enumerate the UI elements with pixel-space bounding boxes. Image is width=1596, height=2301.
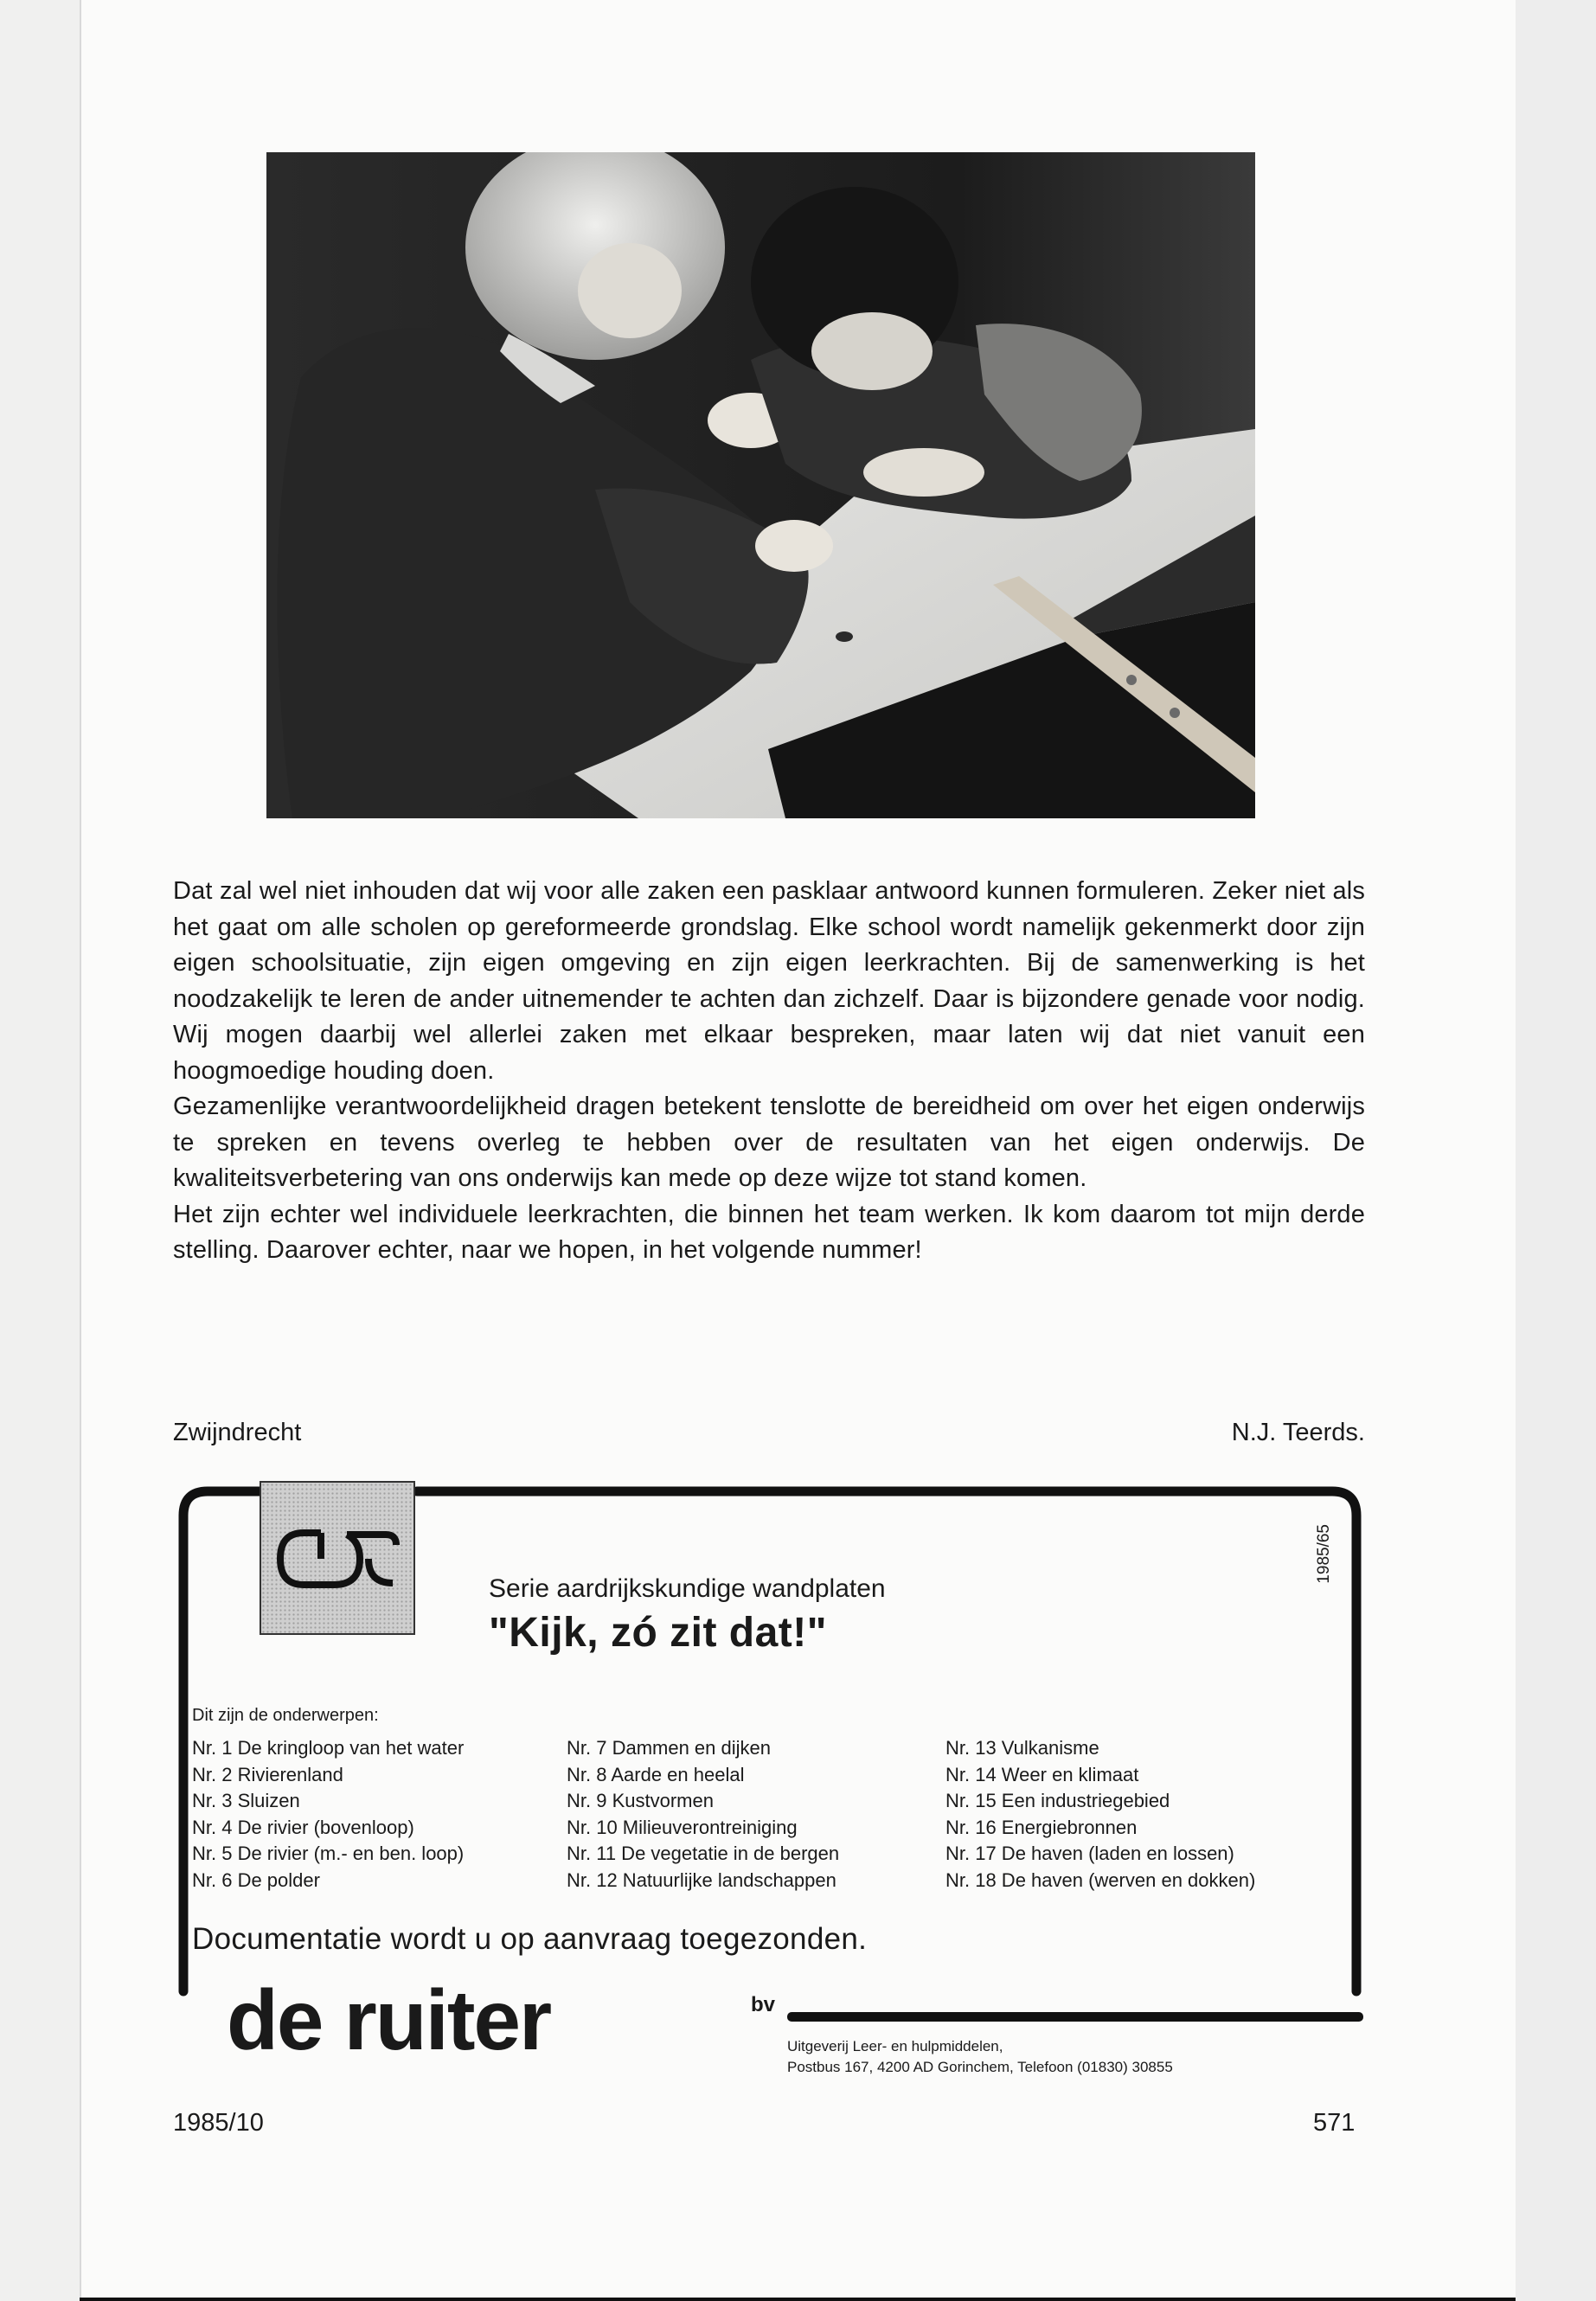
ad-topic-column (945, 1735, 1255, 1894)
issue-number: 1985/10 (173, 2109, 264, 2137)
article-body (173, 874, 1365, 1269)
article-paragraph: Gezamenlijke verantwoordelijkheid dragen betekent tenslotte de bereidheid om over het eigen onderwijs te spreken en tevens overleg te hebben over de resultaten van het eigen onderwijs. De kwaliteitsverbetering van ons onderwijs kan mede op deze wijze tot stand komen. (173, 1093, 1365, 1192)
signoff-author: N.J. Teerds. (1231, 1419, 1365, 1446)
ad-intro: Dit zijn de onderwerpen: (192, 1706, 379, 1725)
page-number: 571 (1313, 2109, 1356, 2137)
ad-topic: Nr. 13 Vulkanisme (945, 1737, 1099, 1759)
ad-topic: Nr. 12 Natuurlijke landschappen (567, 1868, 836, 1891)
article-signoff (173, 1419, 1365, 1453)
ad-topic: Nr. 7 Dammen en dijken (567, 1737, 771, 1759)
ad-topic: Nr. 6 De polder (192, 1868, 320, 1891)
ad-topic: Nr. 4 De rivier (bovenloop) (192, 1816, 414, 1838)
ad-topic: Nr. 3 Sluizen (192, 1790, 300, 1811)
page-bottom-edge (80, 2298, 1516, 2301)
signoff-place: Zwijndrecht (173, 1419, 302, 1446)
ad-title: "Kijk, zó zit dat!" (489, 1610, 828, 1656)
brand-rule (787, 2012, 1363, 2022)
ad-code: 1985/65 (1315, 1524, 1333, 1584)
ad-topic: Nr. 14 Weer en klimaat (945, 1763, 1139, 1785)
publisher-address (787, 2036, 1173, 2078)
ad-topic: Nr. 15 Een industriegebied (945, 1790, 1170, 1811)
publisher-line: Postbus 167, 4200 AD Gorinchem, Telefoon (01830) 30855 (787, 2059, 1173, 2075)
ad-topic: Nr. 11 De vegetatie in de bergen (567, 1843, 840, 1864)
ad-documentation-note: Documentatie wordt u op aanvraag toegezonden. (192, 1922, 868, 1956)
ad-topic: Nr. 17 De haven (laden en lossen) (945, 1843, 1234, 1864)
ad-topic-column (567, 1735, 839, 1894)
ad-topic: Nr. 10 Milieuverontreiniging (567, 1816, 798, 1838)
publisher-line: Uitgeverij Leer- en hulpmiddelen, (787, 2038, 1003, 2054)
brand-name: de ruiter (227, 1972, 551, 2067)
ad-topic-column (192, 1735, 464, 1894)
photo-children-at-desk (266, 152, 1255, 818)
ad-topic: Nr. 2 Rivierenland (192, 1763, 343, 1785)
ad-topic: Nr. 16 Energiebronnen (945, 1816, 1138, 1838)
advertisement (173, 1481, 1367, 2086)
ad-topic: Nr. 18 De haven (werven en dokken) (945, 1868, 1256, 1891)
article-paragraph: Dat zal wel niet inhouden dat wij voor alle zaken een pasklaar antwoord kunnen formuleren. Zeker niet als het gaat om alle scholen op gereformeerde grondslag. Elke school wordt namelijk gekenmerkt door zijn eigen schoolsituatie, zijn eigen omgeving en zijn eigen leerkrachten. Bij de samenwerking is het noodzakelijk te leren de ander uitnemender te achten dan zichzelf. Daar is bijzondere genade voor nodig. Wij mogen daarbij wel allerlei zaken met elkaar bespreken, maar laten wij dat niet vanuit een hoogmoedige houding doen. (173, 877, 1365, 1085)
ad-series-text: Serie aardrijkskundige wandplaten (489, 1574, 886, 1603)
article-paragraph: Het zijn echter wel individuele leerkrachten, die binnen het team werken. Ik kom daarom tot mijn derde stelling. Daarover echter, naar we hopen, in het volgende nummer! (173, 1200, 1365, 1264)
ad-topic: Nr. 8 Aarde en heelal (567, 1763, 745, 1785)
brand-suffix: bv (751, 1993, 776, 2016)
ad-topic: Nr. 1 De kringloop van het water (192, 1737, 465, 1759)
dc-logo (260, 1481, 415, 1635)
page-edge (0, 0, 80, 2301)
ad-topic: Nr. 9 Kustvormen (567, 1790, 714, 1811)
ad-topic: Nr. 5 De rivier (m.- en ben. loop) (192, 1843, 465, 1864)
